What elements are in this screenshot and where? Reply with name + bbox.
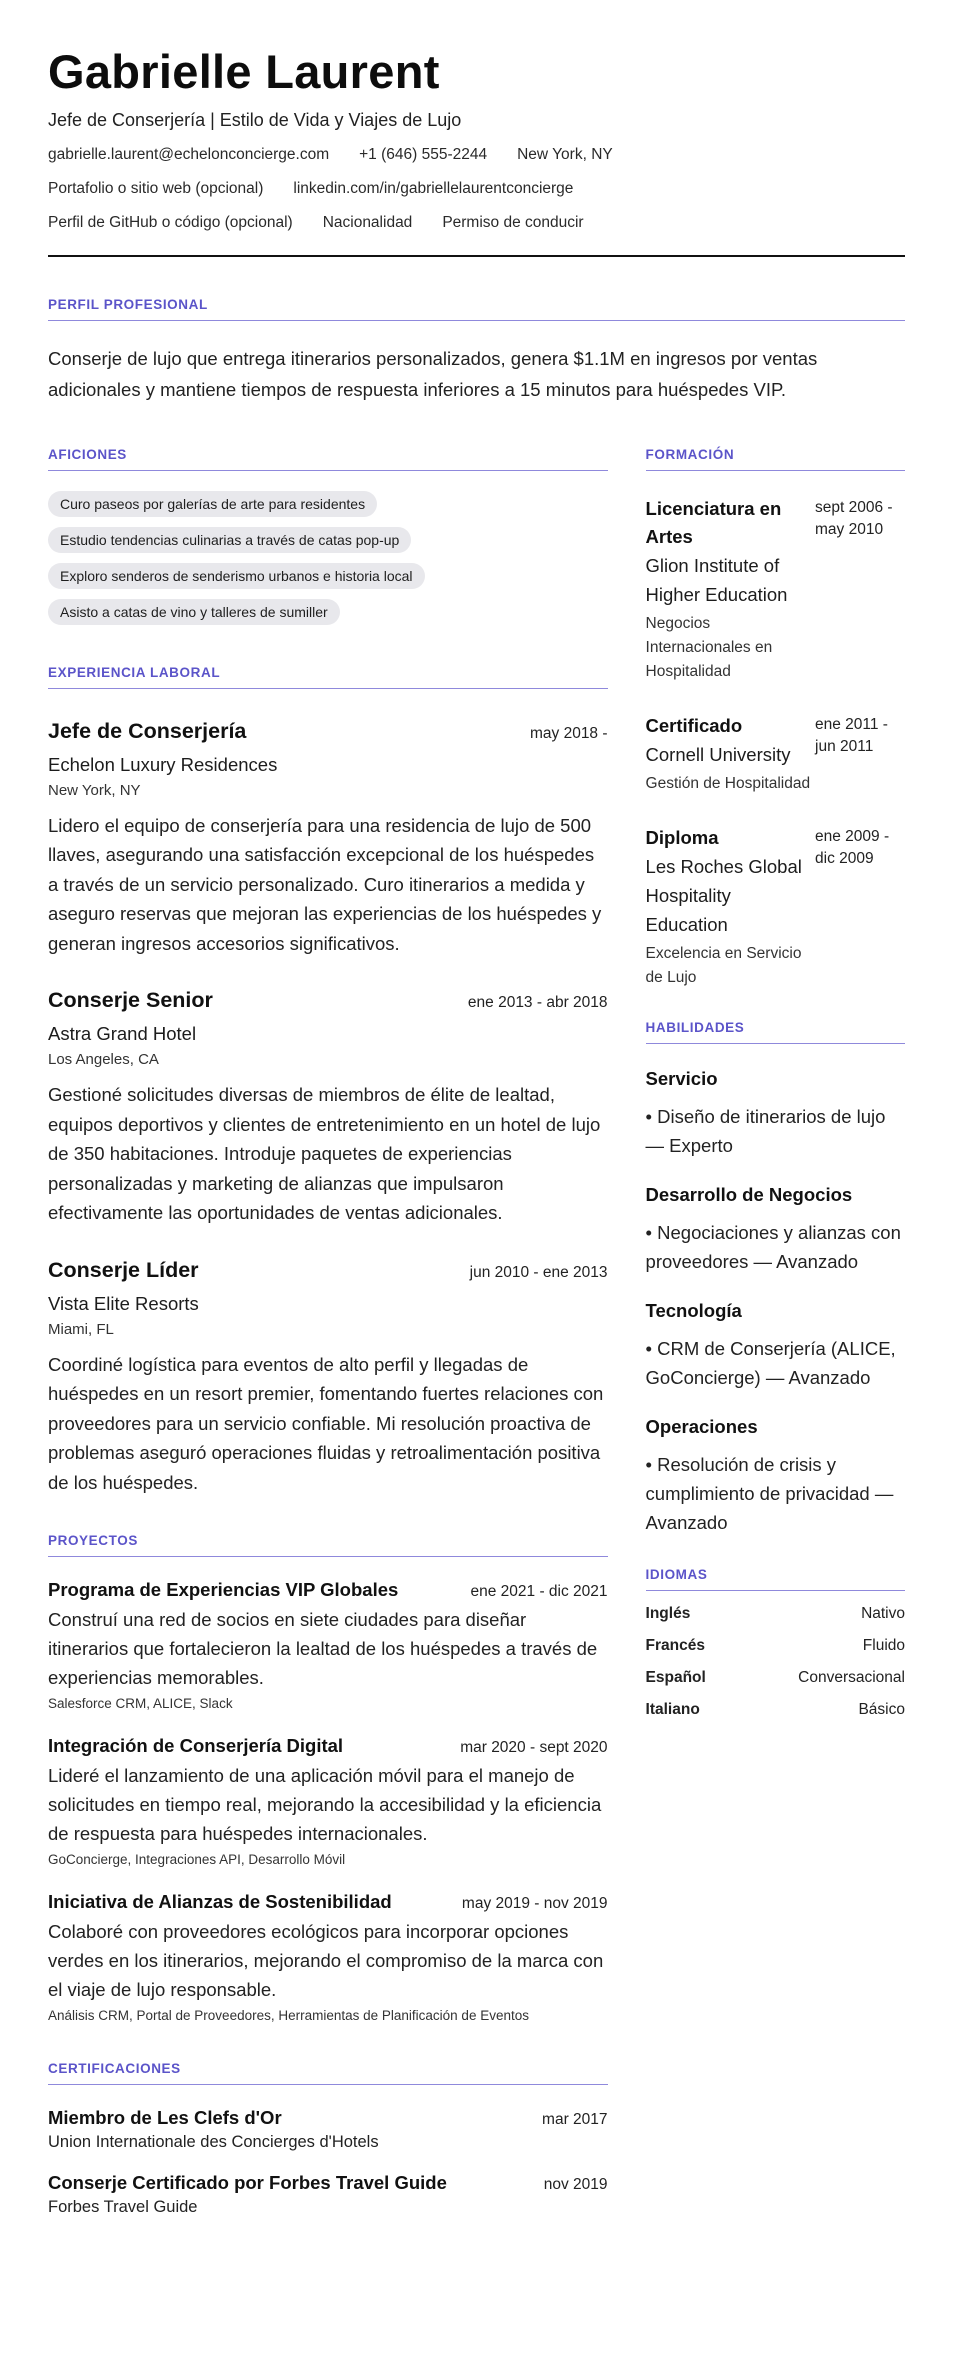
left-column — [48, 447, 608, 2218]
certification-title: Miembro de Les Clefs d'Or — [48, 2107, 282, 2129]
resume-header — [48, 46, 905, 257]
projects-section — [48, 1533, 608, 2023]
hobby-chip: Estudio tendencias culinarias a través de catas pop-up — [48, 527, 411, 553]
language-row — [646, 1701, 905, 1719]
project-tech: Análisis CRM, Portal de Proveedores, Herramientas de Planificación de Eventos — [48, 2008, 529, 2024]
project-entry — [48, 1735, 608, 1867]
summary-section — [48, 297, 905, 405]
language-list — [646, 1605, 905, 1719]
certification-title: Conserje Certificado por Forbes Travel Guide — [48, 2172, 447, 2194]
job-date: may 2018 - — [529, 724, 608, 742]
education-section — [646, 447, 905, 990]
candidate-name: Gabrielle Laurent — [48, 45, 440, 98]
skill-category: Tecnología — [645, 1299, 742, 1321]
job-description: Gestioné solicitudes diversas de miembros de élite de lealtad, equipos deportivos y clientes de entretenimiento en un hotel de lujo de 350 habitaciones. Introduje paquetes de experiencias personalizadas y marketing de alianzas que impulsaron efectivamente las oportunidades de ventas adicionales. — [48, 1084, 601, 1224]
education-entry — [646, 824, 905, 990]
education-date: sept 2006 - may 2010 — [815, 498, 893, 538]
skill-item: • Negociaciones y alianzas con proveedores — Avanzado — [645, 1221, 901, 1272]
header-divider — [48, 255, 905, 257]
language-name: Italiano — [645, 1700, 700, 1718]
project-date: mar 2020 - sept 2020 — [460, 1739, 608, 1757]
skill-category: Operaciones — [645, 1415, 758, 1437]
education-school: Glion Institute of Higher Education — [645, 554, 788, 605]
language-row — [646, 1669, 905, 1687]
job-location: Los Angeles, CA — [48, 1051, 159, 1069]
job-title: Jefe de Conserjería — [48, 718, 247, 743]
job-company: Vista Elite Resorts — [48, 1292, 199, 1314]
summary-text: Conserje de lujo que entrega itinerarios personalizados, genera $1.1M en ingresos por ventas adicionales y mantiene tiempos de respuesta inferiores a 15 minutos para huéspedes VIP. — [48, 347, 818, 400]
skills-section — [646, 1020, 905, 1537]
right-column — [646, 447, 905, 2218]
education-degree: Diploma — [645, 826, 719, 848]
contact-linkedin[interactable]: linkedin.com/in/gabriellelaurentconcierge — [293, 179, 574, 197]
language-name: Español — [645, 1668, 706, 1686]
job-company: Astra Grand Hotel — [48, 1023, 197, 1045]
language-name: Francés — [645, 1636, 705, 1654]
contact-location: New York, NY — [517, 145, 613, 163]
language-level: Fluido — [862, 1636, 905, 1654]
language-name: Inglés — [645, 1604, 691, 1622]
education-degree: Certificado — [645, 714, 743, 736]
section-title-certifications: CERTIFICACIONES — [48, 2061, 608, 2085]
project-date: may 2019 - nov 2019 — [461, 1895, 608, 1913]
contact-driving-license: Permiso de conducir — [442, 213, 584, 231]
section-title-education: FORMACIÓN — [646, 447, 905, 471]
education-entry — [646, 712, 905, 796]
certifications-section — [48, 2061, 608, 2217]
section-title-hobbies: AFICIONES — [48, 447, 608, 471]
hobby-chip-list — [48, 491, 608, 635]
project-title: Integración de Conserjería Digital — [48, 1735, 344, 1757]
experience-section — [48, 665, 608, 1498]
hobby-chip: Curo paseos por galerías de arte para residentes — [48, 491, 377, 517]
language-level: Básico — [858, 1700, 905, 1718]
project-description: Colaboré con proveedores ecológicos para incorporar opciones verdes en los itinerarios, mejorando el compromiso de la marca con el viaje de lujo responsable. — [48, 1921, 604, 2001]
project-tech: Salesforce CRM, ALICE, Slack — [48, 1696, 233, 1712]
hobby-chip: Asisto a catas de vino y talleres de sumiller — [48, 599, 340, 625]
languages-section — [646, 1567, 905, 1719]
project-date: ene 2021 - dic 2021 — [470, 1583, 608, 1601]
job-description: Coordiné logística para eventos de alto perfil y llegadas de huéspedes en un resort premier, fomentando fuertes relaciones con proveedores para un servicio confiable. Mi resolución proactiva de problemas aseguró operaciones fluidas y retroalimentación positiva de los huéspedes. — [48, 1353, 604, 1493]
section-title-languages: IDIOMAS — [646, 1567, 905, 1591]
education-field: Negocios Internacionales en Hospitalidad — [645, 614, 773, 680]
hobbies-section — [48, 447, 608, 635]
project-title: Iniciativa de Alianzas de Sostenibilidad — [48, 1891, 392, 1913]
project-entry — [48, 1579, 608, 1711]
skill-category: Servicio — [645, 1067, 718, 1089]
section-title-projects: PROYECTOS — [48, 1533, 608, 1557]
job-date: jun 2010 - ene 2013 — [469, 1263, 608, 1281]
education-date: ene 2009 - dic 2009 — [815, 827, 890, 867]
contact-nationality: Nacionalidad — [322, 213, 413, 231]
job-title: Conserje Senior — [48, 988, 213, 1013]
education-field: Excelencia en Servicio de Lujo — [645, 944, 802, 986]
job-description: Lidero el equipo de conserjería para una residencia de lujo de 500 llaves, asegurando una satisfacción excepcional de los huéspedes a través de un servicio personalizado. Curo itinerarios a medida y aseguro reservas que mejoran las experiencias de los huéspedes y generan ingresos accesorios significativos. — [48, 814, 602, 954]
education-school: Cornell University — [645, 743, 791, 765]
certification-entry — [48, 2107, 608, 2152]
contact-github[interactable]: Perfil de GitHub o código (opcional) — [48, 213, 293, 231]
job-title: Conserje Líder — [48, 1257, 199, 1282]
project-entry — [48, 1891, 608, 2023]
job-company: Echelon Luxury Residences — [48, 753, 278, 775]
language-row — [646, 1637, 905, 1655]
two-column-body — [48, 447, 905, 2218]
job-location: New York, NY — [48, 781, 141, 799]
contact-phone[interactable]: +1 (646) 555-2244 — [359, 145, 488, 163]
language-row — [646, 1605, 905, 1623]
language-level: Conversacional — [798, 1668, 905, 1686]
education-entry — [646, 495, 905, 684]
hobby-chip: Exploro senderos de senderismo urbanos e historia local — [48, 563, 425, 589]
job-date: ene 2013 - abr 2018 — [467, 994, 608, 1012]
certification-issuer: Forbes Travel Guide — [48, 2198, 198, 2217]
job-entry — [48, 719, 608, 959]
section-title-summary: PERFIL PROFESIONAL — [48, 297, 905, 321]
project-description: Construí una red de socios en siete ciudades para diseñar itinerarios que fortalecieron la lealtad de los huéspedes a través de experiencias memorables. — [48, 1609, 598, 1689]
project-description: Lideré el lanzamiento de una aplicación móvil para el manejo de solicitudes en tiempo real, mejorando la accesibilidad y la eficiencia de respuesta para huéspedes internacionales. — [48, 1765, 602, 1845]
certification-issuer: Union Internationale des Concierges d'Hotels — [48, 2133, 379, 2152]
section-title-experience: EXPERIENCIA LABORAL — [48, 665, 608, 689]
certification-date: nov 2019 — [543, 2176, 608, 2194]
contact-email[interactable]: gabrielle.laurent@echelonconcierge.com — [48, 145, 330, 163]
skill-category: Desarrollo de Negocios — [645, 1183, 853, 1205]
education-school: Les Roches Global Hospitality Education — [645, 855, 802, 935]
contact-portfolio[interactable]: Portafolio o sitio web (opcional) — [48, 179, 264, 197]
education-degree: Licenciatura en Artes — [645, 497, 782, 547]
contact-row — [48, 213, 905, 233]
language-level: Nativo — [861, 1604, 905, 1622]
education-date: ene 2011 - jun 2011 — [815, 715, 888, 755]
certification-date: mar 2017 — [542, 2111, 608, 2129]
skill-item: • Resolución de crisis y cumplimiento de privacidad — Avanzado — [645, 1453, 894, 1533]
job-entry — [48, 988, 608, 1228]
contact-row — [48, 145, 905, 165]
skill-item: • Diseño de itinerarios de lujo — Experto — [645, 1105, 886, 1156]
education-field: Gestión de Hospitalidad — [645, 774, 811, 792]
certification-entry — [48, 2172, 608, 2217]
candidate-headline: Jefe de Conserjería | Estilo de Vida y Viajes de Lujo — [48, 109, 462, 130]
section-title-skills: HABILIDADES — [646, 1020, 905, 1044]
job-entry — [48, 1258, 608, 1498]
project-title: Programa de Experiencias VIP Globales — [48, 1579, 399, 1601]
project-tech: GoConcierge, Integraciones API, Desarrollo Móvil — [48, 1852, 346, 1868]
job-location: Miami, FL — [48, 1320, 114, 1338]
skill-item: • CRM de Conserjería (ALICE, GoConcierge) — Avanzado — [645, 1337, 896, 1388]
contact-row — [48, 179, 905, 199]
